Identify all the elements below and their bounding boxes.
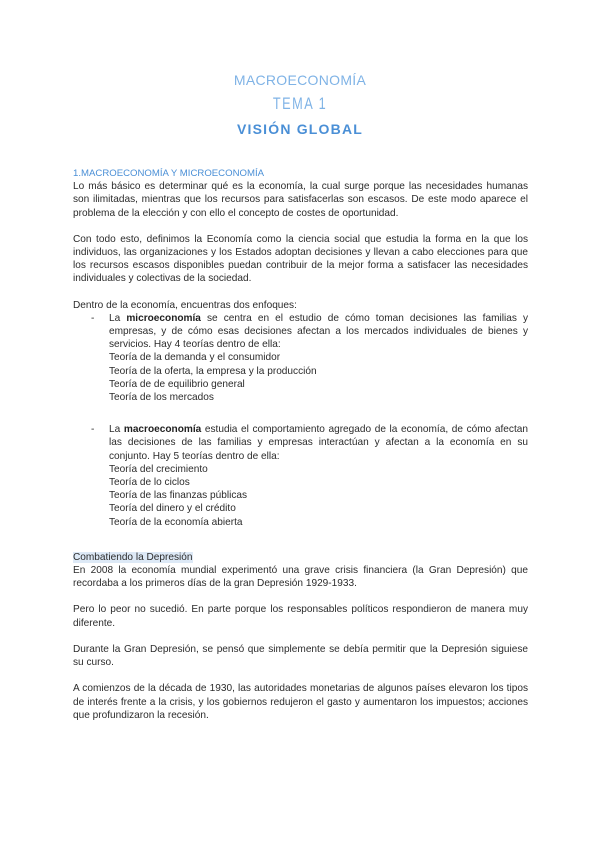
theory-item: Teoría de la demanda y el consumidor — [109, 352, 281, 364]
paragraph: Pero lo peor no sucedió. En parte porque los responsables políticos respondieron de manera muy diferente. — [73, 604, 528, 629]
theory-item: Teoría del dinero y el crédito — [109, 503, 236, 515]
bullet-text: La macroeconomía estudia el comportamiento agregado de la economía, de cómo afectan las decisiones de las familias y empresas interactúan y afectan a la economía en su conjunto. Hay 5 teorías dentro de ella: — [109, 424, 528, 462]
paragraph: Lo más básico es determinar qué es la economía, la cual surge porque las necesidades humanas son ilimitadas, mientras que los recursos para satisfacerlas son escasos. De este modo aparece el problema de la elección y con ello el concepto de costes de oportunidad. — [73, 181, 528, 219]
theory-item: Teoría de de equilibrio general — [109, 378, 245, 390]
section-heading: 1.MACROECONOMÍA Y MICROECONOMÍA — [73, 168, 265, 179]
paragraph: Dentro de la economía, encuentras dos enfoques: — [73, 299, 297, 311]
paragraph: A comienzos de la década de 1930, las autoridades monetarias de algunos países elevaron los tipos de interés frente a la crisis, y los gobiernos redujeron el gasto y aumentaron los impuestos; acciones que profundizaron la recesión. — [73, 683, 528, 721]
theory-item: Teoría del crecimiento — [109, 463, 208, 475]
section-heading: Combatiendo la Depresión — [73, 551, 193, 563]
theory-item: Teoría de la oferta, la empresa y la producción — [109, 365, 317, 377]
paragraph: Durante la Gran Depresión, se pensó que simplemente se debía permitir que la Depresión siguiese su curso. — [73, 643, 528, 669]
theory-item: Teoría de los mercados — [109, 392, 214, 404]
document-body — [73, 167, 528, 722]
theory-item: Teoría de lo ciclos — [109, 477, 190, 489]
document-subtitle: VISIÓN GLOBAL — [236, 121, 364, 137]
bullet-item — [73, 312, 528, 404]
bullet-dash: - — [91, 424, 95, 436]
theory-item: Teoría de las finanzas públicas — [109, 490, 248, 502]
paragraph: Con todo esto, definimos la Economía como la ciencia social que estudia la forma en la que los individuos, las organizaciones y los Estados adoptan decisiones y llevan a cabo elecciones para que los recursos escasos disponibles puedan contribuir de la mejor forma a satisfacer las necesidades individuales y colectivas de la sociedad. — [73, 233, 528, 285]
paragraph: En 2008 la economía mundial experimentó una grave crisis financiera (la Gran Depresión) que recordaba a los primeros días de la gran Depresión 1929-1933. — [73, 565, 528, 590]
bullet-term: microeconomía — [126, 312, 201, 324]
topic-label: TEMA 1 — [272, 94, 328, 113]
bullet-item — [73, 423, 528, 529]
bullet-term: macroeconomía — [123, 424, 202, 436]
bullet-dash: - — [91, 312, 95, 324]
bullet-text: La microeconomía se centra en el estudio de cómo toman decisiones las familias y empresas, y de cómo esas decisiones afectan a los mercados individuales de bienes y servicios. Hay 4 teorías dentro de ella: — [109, 312, 528, 351]
theory-item: Teoría de la economía abierta — [109, 516, 243, 528]
document-title: MACROECONOMÍA — [233, 72, 367, 88]
